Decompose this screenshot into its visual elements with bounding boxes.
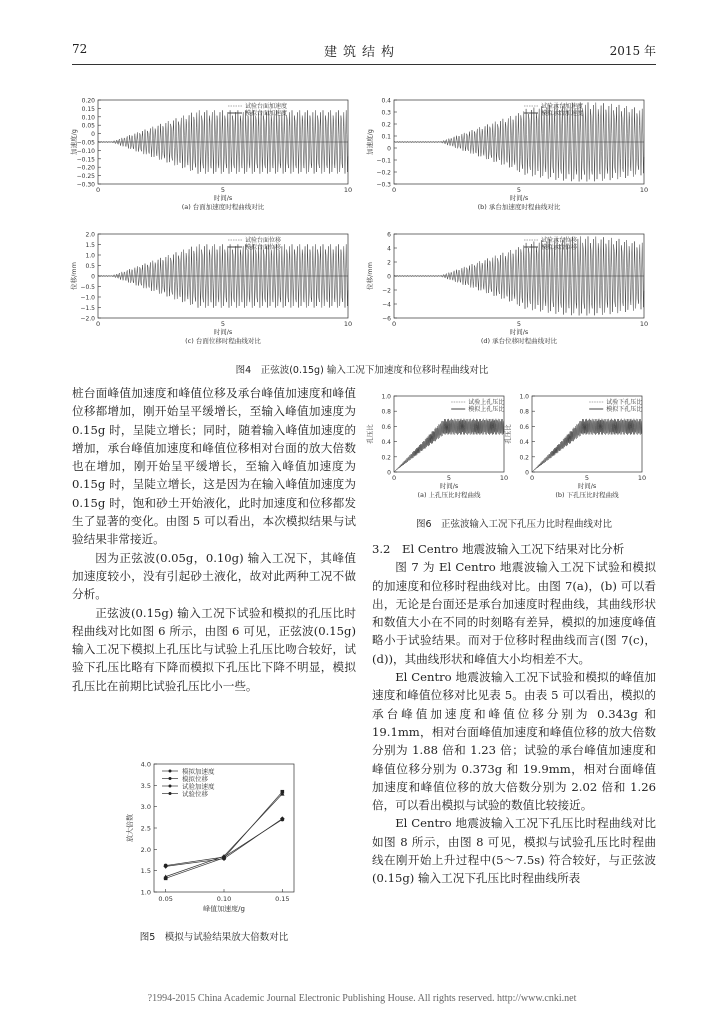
y-tick-label: 6 [387,231,391,239]
y-tick-label: −6 [382,315,391,323]
y-tick-label: −1.5 [80,305,95,312]
panel-sublabel: (a) 台面加速度时程曲线对比 [181,203,265,211]
x-axis-label: 时间/s [509,194,529,202]
right-column [372,540,656,888]
y-tick-label: −2.0 [80,315,95,323]
y-tick-label: −0.05 [76,139,95,147]
x-tick-label: 5 [220,320,226,328]
x-tick-label: 10 [343,320,353,328]
y-tick-label: 1.5 [140,867,151,876]
y-tick-label: 0.4 [381,439,391,447]
y-tick-label: 0 [387,145,391,153]
y-axis-label: 加速度/g [366,129,374,155]
plot-panel [365,98,648,212]
x-axis-label: 时间/s [439,482,459,490]
journal-title: 建筑结构 [323,45,400,60]
y-tick-label: 0.6 [381,423,391,431]
figure4-caption: 图4 正弦波(0.15g) 输入工况下加速度和位移时程曲线对比 [235,365,489,376]
time-history-curve [394,419,504,472]
y-tick-label: −0.2 [376,169,391,177]
header-rule [72,64,656,65]
figure6-caption: 图6 正弦波输入工况下孔压力比时程曲线对比 [415,519,613,530]
y-tick-label: 0 [525,469,529,477]
figure5-chart [120,756,310,921]
y-tick-label: −0.15 [76,156,95,164]
left-column [72,384,356,695]
left-paragraph-2: 因为正弦波(0.05g，0.10g) 输入工况下，其峰值加速度较小，没有引起砂土液化，故对此两种工况不做分析。 [72,550,356,602]
legend-label: 试验承台加速度 [541,103,584,111]
y-axis-label: 孔压比 [504,424,512,444]
x-tick-label: 5 [516,320,522,328]
x-axis-label: 时间/s [577,482,597,490]
chart-plot-area [125,761,294,914]
x-tick-label: 0.10 [216,895,232,903]
x-tick-label: 0 [529,474,535,482]
x-tick-label: 0 [391,320,397,328]
y-tick-label: 0 [91,131,95,139]
legend-label: 模拟承台加速度 [541,110,584,118]
panel-sublabel: (a) 上孔压比时程曲线 [417,491,481,499]
x-tick-label: 0 [391,474,397,482]
y-tick-label: 0 [387,469,391,477]
y-tick-label: −0.10 [76,147,95,155]
y-tick-label: −0.3 [376,181,391,189]
y-tick-label: −0.25 [76,173,95,181]
panel-sublabel: (d) 承台位移时程曲线对比 [480,337,558,345]
y-tick-label: 0.2 [381,454,391,462]
figure4 [62,86,662,356]
y-tick-label: −0.5 [80,284,95,291]
y-tick-label: −0.1 [376,157,391,165]
legend-label: 试验上孔压比 [468,399,505,407]
y-axis-label: 位移/mm [366,262,374,290]
y-tick-label: 0.15 [81,105,95,113]
left-paragraph-1: 桩台面峰值加速度和峰值位移及承台峰值加速度和峰值位移都增加，刚开始呈平缓增长，至输入峰值加速度为 0.15g 时，呈陡立增长；同时，随着输入峰值加速度的增加，承台峰值加速度和峰值位移相对台面的放大倍数也在增加，刚开始呈平缓增长，至输入峰值加速度为 0.15g 时，呈陡立增长，这是因为在输入峰值加速度为 0.15g 时，饱和砂土开始液化，此时加速度和位移都发生了显著的变化。由图 5 可以看出，本次模拟结果与试验结果非常接近。 [72,386,356,547]
chart-frame [154,764,294,892]
legend-label: 试验台面位移 [245,237,282,245]
legend-label: 模拟承台位移 [541,244,578,252]
y-axis-label: 加速度/g [70,129,78,155]
y-tick-label: 0.2 [381,121,391,129]
legend-label: 试验加速度 [182,782,215,791]
x-tick-label: 10 [499,474,509,482]
figure6 [366,390,662,508]
plot-panel [365,232,648,346]
figure5-caption: 图5 模拟与试验结果放大倍数对比 [139,932,289,943]
x-tick-label: 0 [391,186,397,194]
plot-panel [69,232,352,346]
y-tick-label: 0.5 [85,263,95,270]
y-tick-label: −4 [382,301,391,309]
y-tick-label: 0 [387,273,391,281]
y-tick-label: 1.0 [381,393,391,401]
legend-label: 模拟位移 [182,774,208,783]
footer-copyright: ?1994-2015 China Academic Journal Electronic Publishing House. All rights reserved. http://www.cnki.net [147,993,577,1004]
legend-marker [169,785,172,788]
figure5 [120,756,310,921]
legend-label: 试验承台位移 [541,237,578,245]
x-tick-label: 10 [637,474,647,482]
x-axis-label: 峰值加速度/g [203,905,245,913]
x-tick-label: 0 [95,320,101,328]
figure4-plots [62,86,662,356]
panel-sublabel: (b) 承台加速度时程曲线对比 [477,203,561,211]
section-heading: 3.2 El Centro 地震波输入工况下结果对比分析 [372,542,625,556]
legend-label: 模拟台面加速度 [245,110,288,118]
time-history-curve [532,419,642,472]
x-tick-label: 5 [584,474,590,482]
x-tick-label: 10 [343,186,353,194]
y-tick-label: 0.4 [381,97,391,105]
y-axis-label: 孔压比 [366,424,374,444]
x-tick-label: 10 [639,320,649,328]
legend-label: 模拟下孔压比 [606,406,643,414]
x-tick-label: 0.15 [275,895,290,903]
y-tick-label: 0.20 [81,97,95,105]
legend-label: 模拟上孔压比 [468,406,505,414]
y-tick-label: 0.2 [519,454,529,462]
y-tick-label: 2.5 [140,824,151,833]
legend-label: 试验位移 [182,789,208,798]
y-tick-label: 1.0 [140,888,151,897]
y-axis-label: 放大倍数 [126,814,134,842]
y-tick-label: −2 [382,287,391,295]
x-tick-label: 10 [639,186,649,194]
y-tick-label: 4 [387,245,391,253]
panel-sublabel: (c) 台面位移时程曲线对比 [185,337,261,345]
y-tick-label: 2 [387,259,391,267]
y-tick-label: −0.20 [76,164,95,172]
y-tick-label: 4.0 [140,760,151,769]
right-paragraph-2: El Centro 地震波输入工况下试验和模拟的峰值加速度和峰值位移对比见表 5。由表 5 可以看出，模拟的承台峰值加速度和峰值位移分别为 0.343g 和 19.1mm，相对台面峰值加速度和峰值位移的放大倍数分别为 1.88 倍和 1.23 倍；试验的承台峰值加速度和峰值位移分别为 0.373g 和 19.9mm，相对台面峰值加速度和峰值位移的放大倍数分别为 2.02 倍和 1.26 倍，可以看出模拟与试验的数值比较接近。 [372,670,656,813]
y-tick-label: −1.0 [80,294,95,302]
left-paragraph-3: 正弦波(0.15g) 输入工况下试验和模拟的孔压比时程曲线对比如图 6 所示，由图 6 可见，正弦波(0.15g) 输入工况下模拟上孔压比与试验上孔压比吻合较好，试验下孔压比略有下降而模拟下孔压比下降不明显，模拟孔压比在前期比试验孔压比小一些。 [72,605,356,693]
y-axis-label: 位移/mm [70,262,78,290]
legend-marker [169,777,172,780]
y-tick-label: 2.0 [85,231,95,239]
y-tick-label: 0.10 [81,114,95,122]
y-tick-label: 1.5 [85,242,95,249]
y-tick-label: 3.5 [140,781,151,790]
panel-sublabel: (b) 下孔压比时程曲线 [555,491,619,499]
y-tick-label: 0.6 [519,423,529,431]
right-paragraph-3: El Centro 地震波输入工况下孔压比时程曲线对比如图 8 所示，由图 8 可见，模拟与试验孔压比时程曲线在刚开始上升过程中(5～7.5s) 符合较好，与正弦波(0.15g) 输入工况下孔压比时程曲线所表 [372,816,656,886]
figure6-plots [366,390,662,508]
y-tick-label: 0 [91,273,95,281]
series-line-1 [166,792,283,879]
x-axis-label: 时间/s [213,328,233,336]
x-tick-label: 5 [220,186,226,194]
y-tick-label: 1.0 [85,252,95,260]
x-tick-label: 0.05 [158,895,173,903]
y-tick-label: 1.0 [519,393,529,401]
legend-label: 试验台面加速度 [245,103,288,111]
y-tick-label: 3.0 [140,803,151,812]
y-tick-label: 0.1 [381,133,391,141]
legend-marker [169,792,172,795]
x-tick-label: 5 [446,474,452,482]
legend-label: 模拟台面位移 [245,244,282,252]
y-tick-label: 0.4 [519,439,529,447]
x-tick-label: 0 [95,186,101,194]
y-tick-label: 0.8 [519,408,529,416]
year: 2015 年 [609,44,656,58]
page-number: 72 [72,42,88,56]
y-tick-label: 2.0 [140,845,151,854]
plot-panel [365,394,508,500]
plot-panel [69,98,352,212]
legend-label: 模拟加速度 [182,767,215,776]
y-tick-label: −0.30 [76,181,95,189]
y-tick-label: 0.8 [381,408,391,416]
legend-label: 试验下孔压比 [606,399,643,407]
x-axis-label: 时间/s [509,328,529,336]
y-tick-label: 0.05 [81,122,95,130]
plot-panel [503,394,646,500]
legend-marker [169,770,172,773]
right-paragraph-1: 图 7 为 El Centro 地震波输入工况下试验和模拟的加速度和位移时程曲线对比。由图 7(a)，(b) 可以看出，无论是台面还是承台加速度时程曲线，其曲线形状和数值大小在不同的时刻略有差异，模拟的加速度峰值略小于试验结果。而对于位移时程曲线而言(图 7(c)，(d))，其曲线形状和峰值大小均相差不大。 [372,560,656,666]
x-tick-label: 5 [516,186,522,194]
y-tick-label: 0.3 [381,109,391,117]
x-axis-label: 时间/s [213,194,233,202]
